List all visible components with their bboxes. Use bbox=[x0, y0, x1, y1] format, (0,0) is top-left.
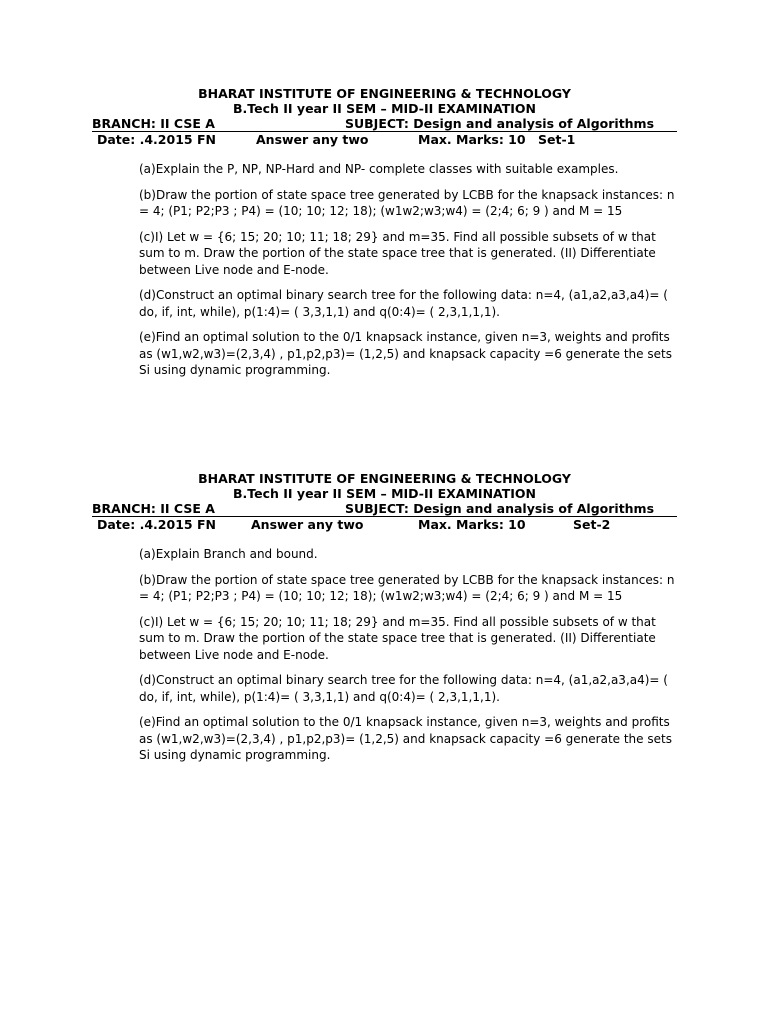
question-e: (e)Find an optimal solution to the 0/1 knapsack instance, given n=3, weights and profits as (w1,w2,w3)=(2,3,4) , p1,p2,p3)= (1,2,5) and knapsack capacity =6 generate the sets Si using dynamic programming. bbox=[139, 715, 672, 762]
institute-name: BHARAT INSTITUTE OF ENGINEERING & TECHNOLOGY bbox=[198, 471, 571, 486]
max-marks-label: Max. Marks: 10 bbox=[418, 132, 526, 147]
max-marks-label: Max. Marks: 10 bbox=[418, 517, 526, 532]
subject-label: SUBJECT: Design and analysis of Algorithms bbox=[345, 116, 655, 131]
question-c: (c)I) Let w = {6; 15; 20; 10; 11; 18; 29} and m=35. Find all possible subsets of w that sum to m. Draw the portion of the state space tree that is generated. (II) Differentiate between Live node and E-node. bbox=[139, 614, 656, 662]
subject-label: SUBJECT: Design and analysis of Algorithms bbox=[345, 501, 655, 516]
question-d: (d)Construct an optimal binary search tree for the following data: n=4, (a1,a2,a3,a4)= ( do, if, int, while), p(1:4)= ( 3,3,1,1) and q(0:4)= ( 2,3,1,1,1). bbox=[139, 673, 668, 704]
exam-title: B.Tech II year II SEM – MID-II EXAMINATION bbox=[232, 486, 536, 501]
branch-subject-row bbox=[92, 501, 677, 516]
set-label: Set-2 bbox=[573, 517, 611, 532]
question-list bbox=[92, 546, 679, 764]
question-e: (e)Find an optimal solution to the 0/1 knapsack instance, given n=3, weights and profits as (w1,w2,w3)=(2,3,4) , p1,p2,p3)= (1,2,5) and knapsack capacity =6 generate the sets Si using dynamic programming. bbox=[139, 330, 672, 377]
instruction-label: Answer any two bbox=[256, 132, 369, 147]
date-label: Date: .4.2015 FN bbox=[97, 132, 216, 147]
branch-subject-row bbox=[92, 116, 677, 131]
question-list bbox=[92, 161, 679, 379]
question-c: (c)I) Let w = {6; 15; 20; 10; 11; 18; 29} and m=35. Find all possible subsets of w that sum to m. Draw the portion of the state space tree that is generated. (II) Differentiate between Live node and E-node. bbox=[139, 229, 656, 277]
date-label: Date: .4.2015 FN bbox=[97, 517, 216, 532]
branch-label: BRANCH: II CSE A bbox=[92, 116, 215, 131]
branch-label: BRANCH: II CSE A bbox=[92, 501, 215, 516]
exam-paper-set-2 bbox=[92, 471, 677, 773]
set-label: Set-1 bbox=[538, 132, 576, 147]
date-marks-row bbox=[92, 517, 677, 532]
question-b: (b)Draw the portion of state space tree generated by LCBB for the knapsack instances: n = 4; (P1; P2;P3 ; P4) = (10; 10; 12; 18); (w1w2;w3;w4) = (2;4; 6; 9 ) and M = 15 bbox=[139, 187, 675, 218]
exam-paper-set-1 bbox=[92, 86, 677, 388]
question-a: (a)Explain the P, NP, NP-Hard and NP- complete classes with suitable examples. bbox=[139, 162, 619, 176]
question-d: (d)Construct an optimal binary search tree for the following data: n=4, (a1,a2,a3,a4)= ( do, if, int, while), p(1:4)= ( 3,3,1,1) and q(0:4)= ( 2,3,1,1,1). bbox=[139, 288, 668, 319]
instruction-label: Answer any two bbox=[251, 517, 364, 532]
exam-title: B.Tech II year II SEM – MID-II EXAMINATION bbox=[232, 101, 536, 116]
institute-name: BHARAT INSTITUTE OF ENGINEERING & TECHNOLOGY bbox=[198, 86, 571, 101]
date-marks-row bbox=[92, 132, 677, 147]
question-a: (a)Explain Branch and bound. bbox=[139, 547, 318, 561]
question-b: (b)Draw the portion of state space tree generated by LCBB for the knapsack instances: n = 4; (P1; P2;P3 ; P4) = (10; 10; 12; 18); (w1w2;w3;w4) = (2;4; 6; 9 ) and M = 15 bbox=[139, 572, 675, 603]
